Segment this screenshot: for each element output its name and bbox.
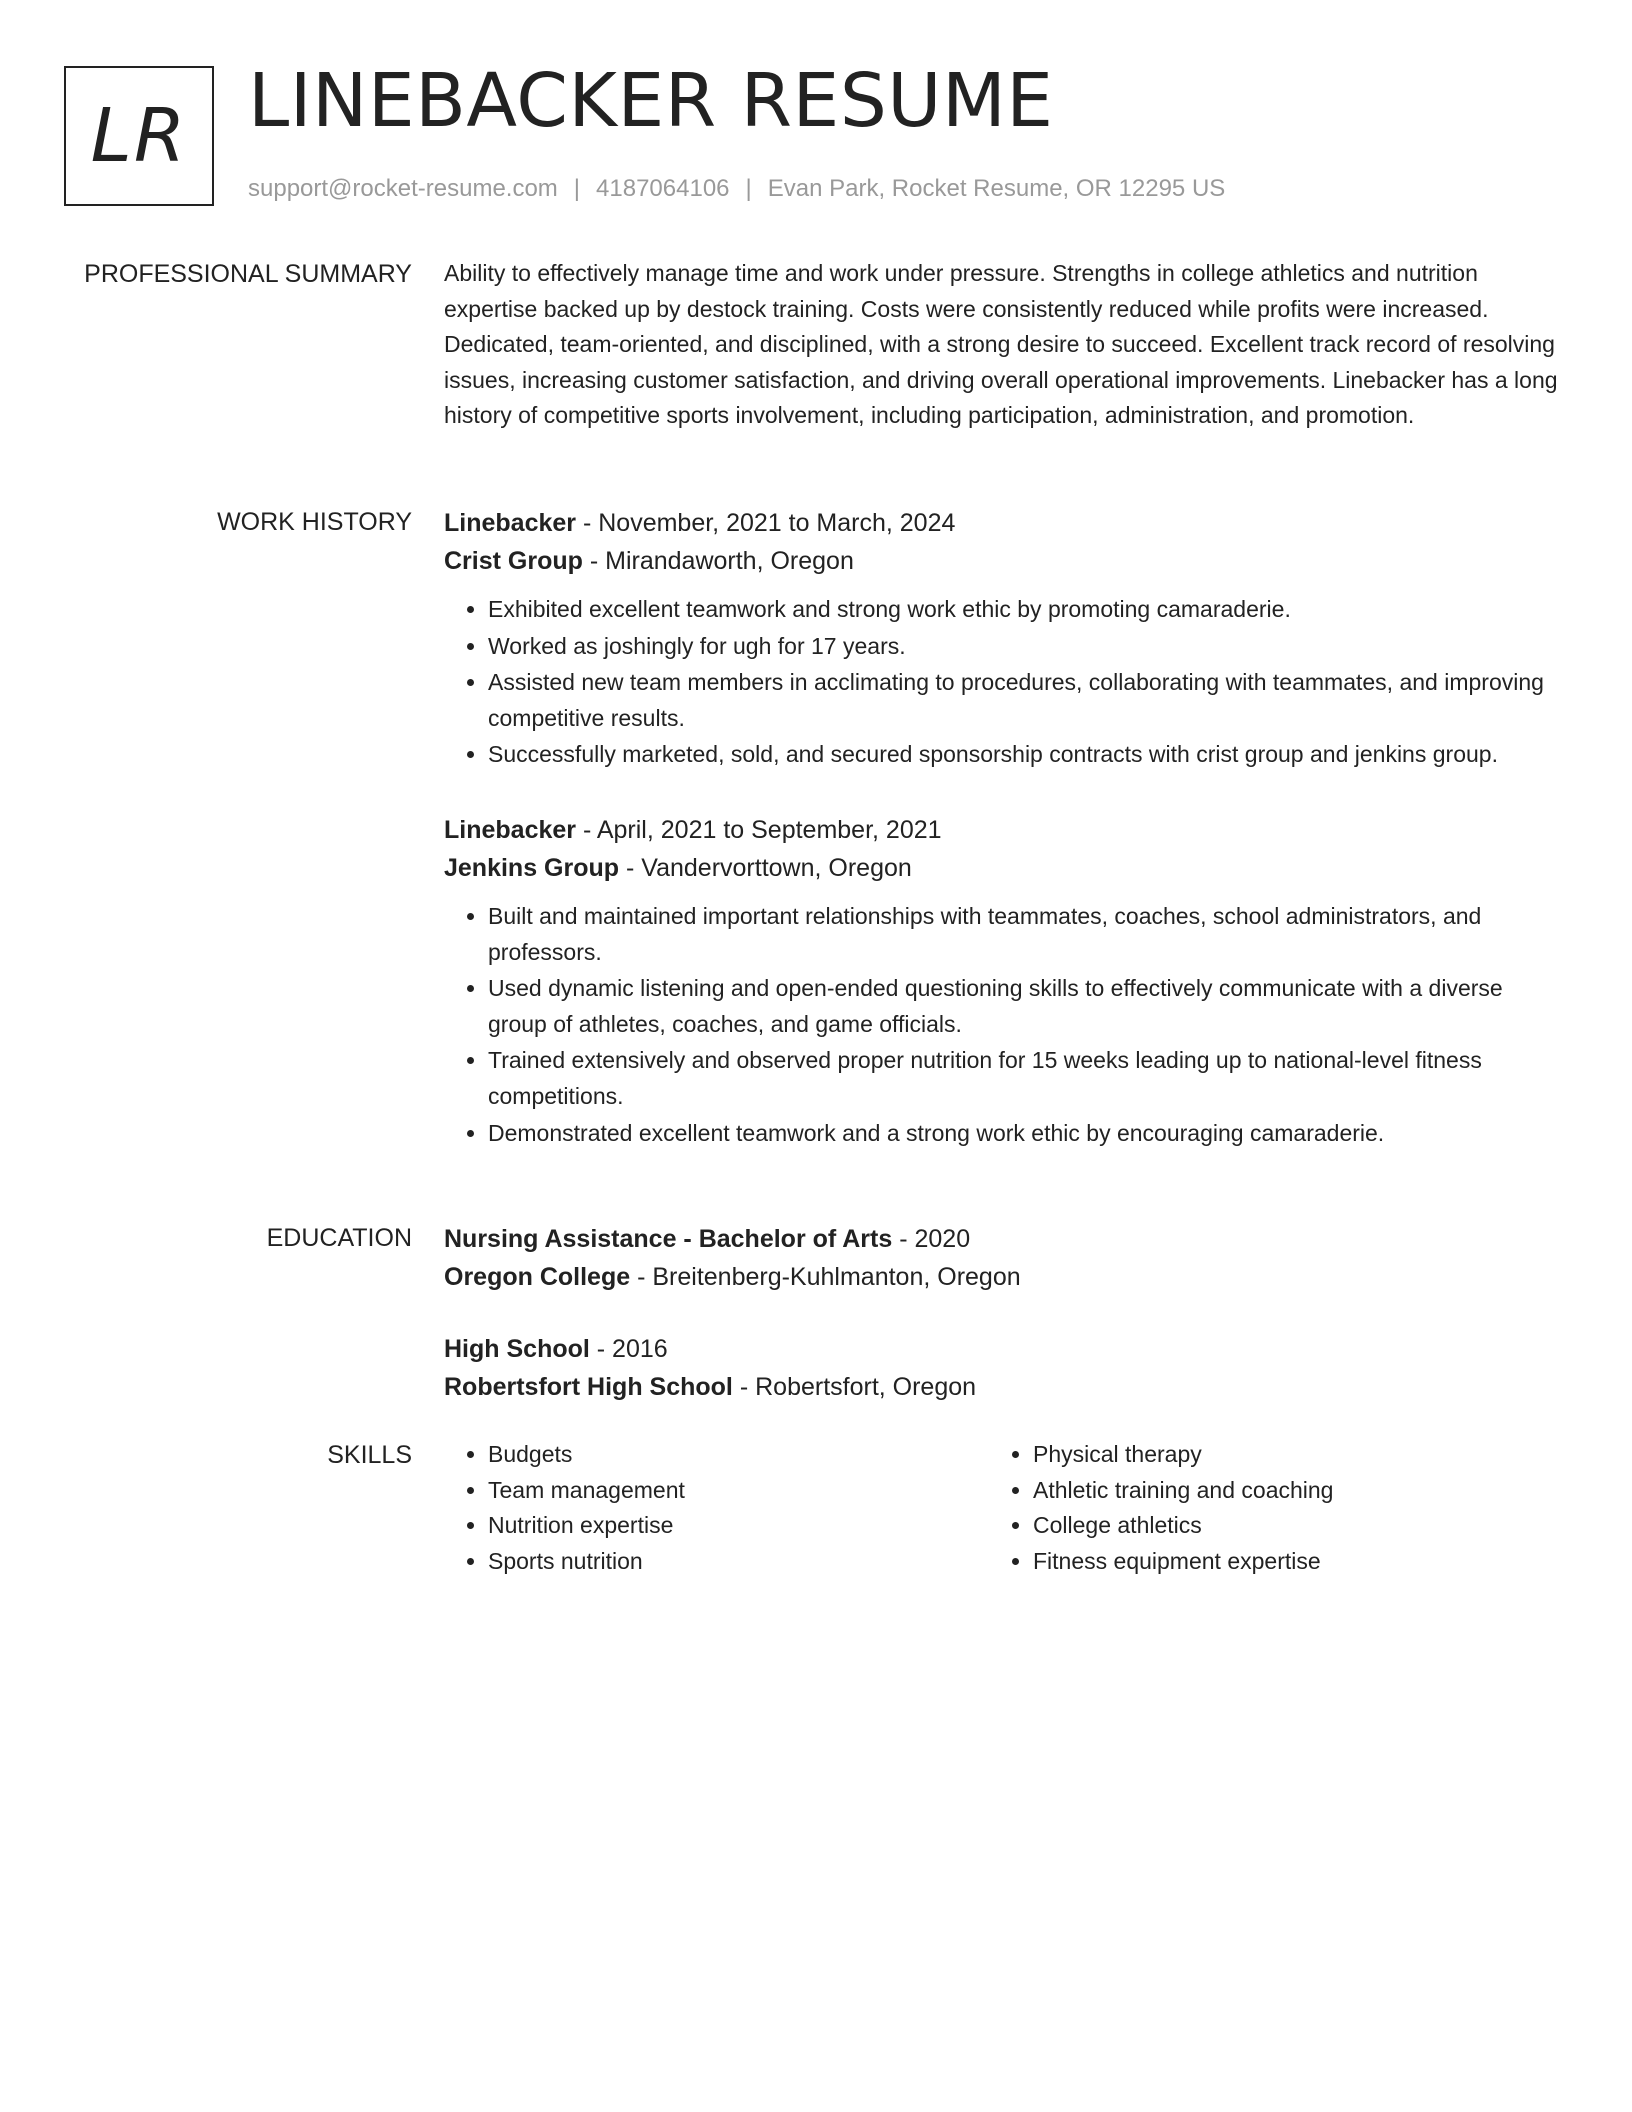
job-bullets [444,899,1560,1151]
skill-item: • Athletic training and coaching [1033,1473,1534,1509]
job-dates: - November, 2021 to March, 2024 [576,509,956,537]
job-bullets [444,592,1560,773]
summary-text: Ability to effectively manage time and work under pressure. Strengths in college athletics and nutrition expertise backed up by destock training. Costs were consistently reduced while profits were increased. Dedicated, team-oriented, and disciplined, with a strong desire to succeed. Excellent track record of resolving issues, increasing customer satisfaction, and driving overall operational improvements. Linebacker has a long history of competitive sports involvement, including participation, administration, and promotion. [444,260,1558,429]
section-label-work: WORK HISTORY [217,508,412,536]
education-degree: High School [444,1335,590,1363]
job-bullet: • Successfully marketed, sold, and secured sponsorship contracts with crist group and jenkins group. [488,737,1560,773]
skill-item: • Sports nutrition [488,1544,989,1580]
education-degree-line [444,1330,1560,1368]
contact-phone: 4187064106 [596,175,730,202]
skills-body [444,1437,1560,1579]
skill-item: • Budgets [488,1437,989,1473]
education-school-line [444,1368,1560,1406]
job-location: - Vandervorttown, Oregon [619,853,912,882]
skills-column-right [989,1437,1534,1579]
skill-item: • Nutrition expertise [488,1508,989,1544]
job-bullet: • Exhibited excellent teamwork and strong work ethic by promoting camaraderie. [488,592,1560,628]
resume-title: LINEBACKER RESUME [248,58,1054,144]
job-bullet: • Used dynamic listening and open-ended questioning skills to effectively communicate with a diverse group of athletes, coaches, and game officials. [488,971,1560,1042]
monogram-box [64,66,214,206]
job-title-line [444,504,1560,542]
skills-grid [444,1437,1560,1579]
education-year: - 2020 [892,1225,971,1253]
education-degree: Nursing Assistance - Bachelor of Arts [444,1225,893,1253]
education-school: Oregon College [444,1263,631,1291]
skill-item: • Team management [488,1473,989,1509]
section-label-skills: SKILLS [327,1441,412,1469]
monogram-initials: LR [90,93,188,179]
education-school: Robertsfort High School [444,1373,733,1401]
job-company-line [444,849,1560,887]
section-label-summary: PROFESSIONAL SUMMARY [84,260,412,288]
job-entry [444,504,1560,773]
contact-line [248,172,1225,206]
section-label-education: EDUCATION [266,1224,412,1252]
contact-address: Evan Park, Rocket Resume, OR 12295 US [767,175,1226,202]
education-degree-line [444,1220,1560,1258]
education-school-line [444,1258,1560,1296]
work-body [444,504,1560,1152]
job-entry [444,811,1560,1151]
education-location: - Breitenberg-Kuhlmanton, Oregon [630,1263,1021,1291]
skill-item: • College athletics [1033,1508,1534,1544]
skills-list [989,1437,1534,1579]
education-location: - Robertsfort, Oregon [732,1373,977,1401]
summary-body [444,256,1560,434]
job-title: Linebacker [444,815,577,844]
job-bullet: • Trained extensively and observed proper nutrition for 15 weeks leading up to national-level fitness competitions. [488,1043,1560,1114]
job-bullet: • Assisted new team members in acclimating to procedures, collaborating with teammates, and improving competitive results. [488,665,1560,736]
job-company: Jenkins Group [444,853,620,882]
contact-email: support@rocket-resume.com [248,175,558,202]
contact-separator: | [573,175,581,202]
job-company-line [444,542,1560,580]
job-title-line [444,811,1560,849]
job-company: Crist Group [444,547,583,575]
education-entry [444,1330,1560,1406]
skills-column-left [444,1437,989,1579]
job-location: - Mirandaworth, Oregon [582,547,854,575]
job-bullet: • Worked as joshingly for ugh for 17 years. [488,629,1560,665]
education-entry [444,1220,1560,1296]
contact-separator: | [745,175,752,202]
job-dates: - April, 2021 to September, 2021 [576,815,942,844]
job-title: Linebacker [444,509,577,537]
skill-item: • Physical therapy [1033,1437,1534,1473]
skill-item: • Fitness equipment expertise [1033,1544,1534,1580]
education-body [444,1220,1560,1406]
job-bullet: • Demonstrated excellent teamwork and a strong work ethic by encouraging camaraderie. [488,1116,1560,1152]
job-bullet: • Built and maintained important relationships with teammates, coaches, school administrators, and professors. [488,899,1560,970]
skills-list [444,1437,989,1579]
education-year: - 2016 [589,1335,668,1363]
